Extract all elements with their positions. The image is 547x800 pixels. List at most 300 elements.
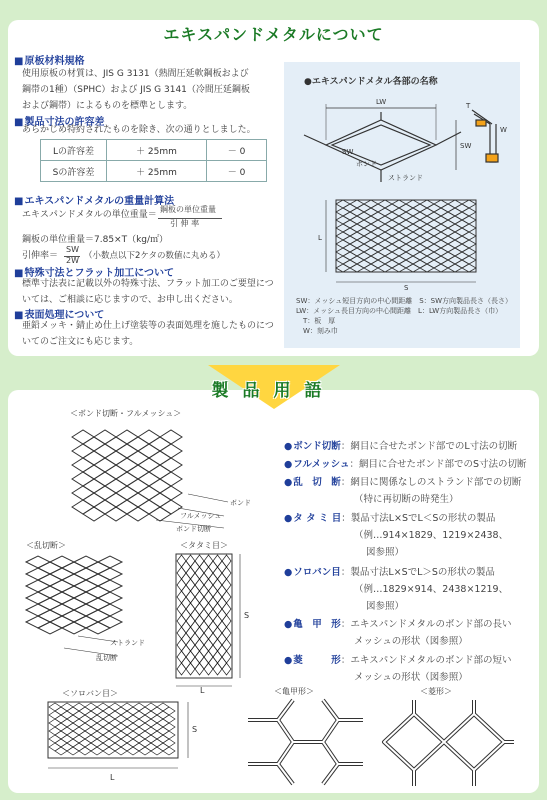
mesh-cell <box>94 458 116 472</box>
fig-kikko-title: ＜亀甲形＞ <box>274 687 314 696</box>
mesh-cell <box>94 486 116 500</box>
tolerance-minus: － 0 <box>207 161 267 182</box>
mesh-cell <box>420 216 434 224</box>
tolerance-minus: － 0 <box>207 140 267 161</box>
mesh-cell <box>420 232 434 240</box>
mesh-cell <box>420 240 434 248</box>
mesh-cell <box>72 444 94 458</box>
mesh-cell <box>413 252 427 260</box>
mesh-cell <box>62 610 86 622</box>
mesh-cell <box>364 264 378 272</box>
mesh-cell <box>392 208 406 216</box>
term-name: ● ソロバン目 <box>284 564 341 581</box>
legend-line: W：刻み巾 <box>296 327 338 335</box>
mesh-cell <box>62 586 86 598</box>
mesh-cell <box>441 204 455 212</box>
mesh-cell <box>399 252 413 260</box>
mesh-cell <box>86 574 110 586</box>
mesh-cell <box>448 248 462 256</box>
mesh-cell <box>94 472 116 486</box>
mesh-cell <box>371 204 385 212</box>
mesh-cell <box>392 224 406 232</box>
mesh-cell <box>336 200 350 208</box>
mesh-cell <box>392 256 406 264</box>
surface-line-1: 亜鉛メッキ・錆止め仕上げ塗装等の表面処理を施したものにつ <box>22 321 274 331</box>
legend-line: SW：メッシュ短目方向の中心間距離 S：SW方向製品長さ（長さ） <box>296 297 513 305</box>
mesh-cell <box>434 224 448 232</box>
mesh-cell <box>448 240 462 248</box>
term-sep: ： <box>341 513 351 524</box>
mesh-cell <box>62 598 86 610</box>
mesh-cell <box>138 458 160 472</box>
label-w: W <box>500 126 507 134</box>
term-sep: ： <box>340 619 351 630</box>
tolerance-plus: ＋ 25mm <box>107 161 207 182</box>
mesh-cell <box>50 580 74 592</box>
mesh-cell <box>364 232 378 240</box>
mesh-cell <box>74 604 98 616</box>
mesh-cell <box>427 260 441 268</box>
mesh-cell <box>357 236 371 244</box>
mesh-cell <box>427 220 441 228</box>
term-tatami <box>284 510 495 527</box>
ratio-numerator: SW <box>66 245 79 254</box>
mesh-cell <box>127 507 149 521</box>
mesh-cell <box>160 500 182 514</box>
mesh-cell <box>455 204 469 212</box>
mesh-cell <box>160 486 182 500</box>
caption-strand: ストランド <box>110 639 145 647</box>
fig-soroban <box>46 700 206 784</box>
mesh-cell <box>371 228 385 236</box>
label-lw: LW <box>376 98 387 106</box>
mesh-cell <box>83 437 105 451</box>
term-sep: ： <box>349 459 359 470</box>
mesh-cell <box>74 580 98 592</box>
term-desc: 製品寸法L×SでL＞Sの形状の製品 <box>350 567 495 578</box>
tolerance-heading: ■ 製品寸法の許容差 <box>14 113 104 128</box>
term-desc-cont: （例…1829×914、2438×1219、 <box>354 584 509 595</box>
mesh-cell <box>448 216 462 224</box>
mesh-cell <box>406 208 420 216</box>
mesh-cell <box>336 208 350 216</box>
mesh-cell <box>441 220 455 228</box>
caption-random-cut: 乱切断 <box>96 654 117 662</box>
mesh-cell <box>448 256 462 264</box>
mesh-cell <box>448 264 462 272</box>
tolerance-table <box>40 139 267 182</box>
mesh-cell <box>343 244 357 252</box>
mesh-cell <box>94 444 116 458</box>
mesh-cell <box>38 598 62 610</box>
term-name: ● フルメッシュ <box>284 456 349 473</box>
mesh-cell <box>399 220 413 228</box>
mesh-cell <box>448 232 462 240</box>
mesh-cell <box>364 240 378 248</box>
mesh-cell <box>385 212 399 220</box>
mesh-cell <box>434 200 448 208</box>
mesh-cell <box>385 244 399 252</box>
label-sw-inner: SW <box>342 148 354 156</box>
mesh-cell <box>94 500 116 514</box>
tolerance-label: Sの許容差 <box>41 161 107 182</box>
mesh-cell <box>138 444 160 458</box>
mesh-cell <box>455 220 469 228</box>
mesh-cell <box>98 580 122 592</box>
mesh-cell <box>441 260 455 268</box>
mesh-cell <box>50 556 74 568</box>
material-line-3: および鋼帯）によるものを標準とします。 <box>22 101 193 111</box>
mesh-cell <box>138 430 160 444</box>
mesh-cell <box>371 220 385 228</box>
mesh-cell <box>72 430 94 444</box>
caption-full-mesh: フルメッシュ <box>180 512 222 520</box>
mesh-cell <box>441 244 455 252</box>
mesh-cell <box>420 264 434 272</box>
term-kikko <box>284 616 512 633</box>
mesh-cell <box>336 264 350 272</box>
ratio-note: （小数点以下2ケタの数値に丸める） <box>84 251 225 261</box>
term-desc: 網目に合せたボンド部でのL寸法の切断 <box>350 441 518 452</box>
mesh-cell <box>336 240 350 248</box>
tatami-l: L <box>200 686 205 695</box>
mesh-cell <box>105 437 127 451</box>
mesh-cell <box>378 240 392 248</box>
mesh-cell <box>406 248 420 256</box>
mesh-cell <box>413 220 427 228</box>
fig-random-cut <box>22 552 172 672</box>
mesh-cell <box>105 507 127 521</box>
mesh-cell <box>72 500 94 514</box>
mesh-cell <box>74 568 98 580</box>
mesh-cell <box>399 260 413 268</box>
mesh-cell <box>86 598 110 610</box>
mesh-cell <box>427 228 441 236</box>
material-line-1: 使用原板の材質は、JIS G 3131（熱間圧延軟鋼板および <box>22 69 249 79</box>
mesh-cell <box>83 507 105 521</box>
term-desc-cont: （例…914×1829、1219×2438、 <box>354 530 509 541</box>
mesh-cell <box>378 216 392 224</box>
mesh-cell <box>98 556 122 568</box>
mesh-cell <box>149 507 171 521</box>
surface-line-2: いてのご注文にも応じます。 <box>22 337 139 347</box>
mesh-cell <box>420 200 434 208</box>
mesh-cell <box>94 430 116 444</box>
term-sep: ： <box>340 441 351 452</box>
mesh-cell <box>378 248 392 256</box>
mesh-cell <box>343 236 357 244</box>
special-heading: ■ 特殊寸法とフラット加工について <box>14 264 174 279</box>
mesh-cell <box>357 220 371 228</box>
mesh-cell <box>116 458 138 472</box>
mesh-cell <box>399 228 413 236</box>
term-desc: エキスパンドメタルのボンド部の長い <box>350 619 512 630</box>
mesh-cell <box>434 216 448 224</box>
mesh-cell <box>406 224 420 232</box>
mesh-cell <box>462 240 476 248</box>
mesh-cell <box>83 465 105 479</box>
mesh-cell <box>364 200 378 208</box>
mesh-cell <box>357 260 371 268</box>
mesh-cell <box>406 200 420 208</box>
mesh-cell <box>406 232 420 240</box>
mesh-cell <box>441 228 455 236</box>
mesh-cell <box>26 568 50 580</box>
term-sep: ： <box>340 477 351 488</box>
mesh-cell <box>38 562 62 574</box>
mesh-cell <box>98 592 122 604</box>
steel-weight: 鋼板の単位重量＝7.85×T（kg/㎡） <box>22 235 169 245</box>
mesh-cell <box>406 216 420 224</box>
mesh-cell <box>350 240 364 248</box>
fig-bond-cut-title: ＜ボンド切断・フルメッシュ＞ <box>70 409 182 418</box>
mesh-cell <box>350 248 364 256</box>
mesh-cell <box>413 204 427 212</box>
mesh-cell <box>98 604 122 616</box>
mesh-cell <box>392 248 406 256</box>
mesh-cell <box>62 562 86 574</box>
term-name: ● 菱 形 <box>284 652 341 669</box>
mesh-cell <box>38 622 62 634</box>
mesh-cell <box>462 232 476 240</box>
mesh-cell <box>50 604 74 616</box>
mesh-cell <box>364 248 378 256</box>
fig-hishi <box>384 700 514 786</box>
fig-tatami-title: ＜タタミ目＞ <box>180 541 228 550</box>
mesh-cell <box>413 244 427 252</box>
mesh-cell <box>392 240 406 248</box>
mesh-cell <box>350 208 364 216</box>
term-name: ● 亀 甲 形 <box>284 616 341 633</box>
weight-formula-denominator: 引 伸 率 <box>170 219 200 228</box>
mesh-cell <box>371 244 385 252</box>
mesh-cell <box>378 232 392 240</box>
mesh-cell <box>385 260 399 268</box>
ratio-label: 引伸率＝ <box>22 251 59 261</box>
mesh-cell <box>50 592 74 604</box>
mesh-cell <box>74 556 98 568</box>
mesh-cell <box>72 458 94 472</box>
mesh-cell <box>38 586 62 598</box>
mesh-cell <box>420 208 434 216</box>
mesh-cell <box>392 200 406 208</box>
term-hishi <box>284 652 512 669</box>
mesh-cell <box>406 264 420 272</box>
mesh-cell <box>399 236 413 244</box>
mesh-cell <box>160 472 182 486</box>
caption-bond: ボンド <box>230 499 251 507</box>
mesh-cell <box>149 465 171 479</box>
mesh-cell <box>26 616 50 628</box>
mesh-cell <box>138 500 160 514</box>
parts-diagram <box>296 90 516 290</box>
caption-bond-cut: ボンド切断 <box>176 525 211 533</box>
special-line-1: 標準寸法表に記載以外の特殊寸法、フラット加工のご要望につ <box>22 279 274 289</box>
material-line-2: 鋼帯の1種）（SPHC）および JIS G 3141（冷間圧延鋼板 <box>22 85 250 95</box>
table-row <box>41 140 267 161</box>
mesh-cell <box>378 256 392 264</box>
term-desc-cont: 図参照） <box>366 547 405 558</box>
mesh-cell <box>462 200 476 208</box>
banner-title-terms: 製品用語 <box>211 381 336 401</box>
ratio-denominator: 2W <box>66 256 79 265</box>
term-desc-cont: 図参照） <box>366 601 405 612</box>
mesh-cell <box>86 562 110 574</box>
mesh-cell <box>62 622 86 634</box>
mesh-cell <box>413 212 427 220</box>
label-t: T <box>466 102 471 110</box>
tolerance-label: Lの許容差 <box>41 140 107 161</box>
label-l: L <box>318 234 322 242</box>
mesh-cell <box>105 451 127 465</box>
mesh-cell <box>127 479 149 493</box>
mesh-cell <box>371 260 385 268</box>
mesh-cell <box>434 208 448 216</box>
mesh-cell <box>62 574 86 586</box>
mesh-cell <box>105 465 127 479</box>
mesh-cell <box>462 256 476 264</box>
mesh-cell <box>350 264 364 272</box>
mesh-cell <box>50 568 74 580</box>
term-desc: 網目に合せたボンド部でのS寸法の切断 <box>358 459 527 470</box>
mesh-cell <box>160 458 182 472</box>
mesh-cell <box>138 472 160 486</box>
fig-bond-cut <box>68 424 258 534</box>
legend-line: LW：メッシュ長目方向の中心間距離 L：LW方向製品長さ（巾） <box>296 307 503 315</box>
mesh-cell <box>385 220 399 228</box>
mesh-cell <box>413 260 427 268</box>
mesh-cell <box>392 216 406 224</box>
special-line-2: いては、ご相談に応じますので、お申し出ください。 <box>22 295 238 305</box>
mesh-cell <box>427 252 441 260</box>
term-desc: エキスパンドメタルのボンド部の短い <box>350 655 512 666</box>
weight-formula-left: エキスパンドメタルの単位重量＝ <box>22 210 157 220</box>
mesh-cell <box>26 580 50 592</box>
mesh-cell <box>434 264 448 272</box>
term-bond-cut <box>284 438 517 455</box>
mesh-cell <box>336 248 350 256</box>
mesh-cell <box>378 208 392 216</box>
mesh-cell <box>385 204 399 212</box>
mesh-cell <box>149 437 171 451</box>
mesh-cell <box>357 212 371 220</box>
term-desc: 製品寸法L×SでL＜Sの形状の製品 <box>350 513 496 524</box>
mesh-cell <box>160 430 182 444</box>
mesh-cell <box>462 224 476 232</box>
mesh-cell <box>357 204 371 212</box>
mesh-cell <box>350 200 364 208</box>
mesh-cell <box>441 212 455 220</box>
mesh-cell <box>116 472 138 486</box>
mesh-cell <box>448 208 462 216</box>
mesh-cell <box>98 616 122 628</box>
mesh-cell <box>399 204 413 212</box>
fig-kikko <box>238 700 368 786</box>
mesh-cell <box>441 236 455 244</box>
label-bond: ボンド <box>356 160 377 168</box>
legend-line: T：板 厚 <box>296 317 336 325</box>
mesh-cell <box>350 216 364 224</box>
mesh-cell <box>434 248 448 256</box>
mesh-cell <box>448 200 462 208</box>
term-name: ● タ タ ミ 目 <box>284 510 341 527</box>
mesh-cell <box>364 216 378 224</box>
mesh-cell <box>399 212 413 220</box>
mesh-cell <box>116 444 138 458</box>
fig-random-cut-title: ＜乱切断＞ <box>26 541 66 550</box>
mesh-cell <box>357 252 371 260</box>
mesh-cell <box>74 592 98 604</box>
mesh-cell <box>343 260 357 268</box>
term-soroban <box>284 564 495 581</box>
mesh-cell <box>385 236 399 244</box>
mesh-cell <box>364 224 378 232</box>
mesh-cell <box>350 256 364 264</box>
mesh-cell <box>420 256 434 264</box>
term-name: ● ボンド切断 <box>284 438 341 455</box>
parts-legend <box>296 296 512 336</box>
soroban-s: S <box>192 725 198 734</box>
mesh-cell <box>98 568 122 580</box>
mesh-cell <box>392 232 406 240</box>
mesh-cell <box>343 220 357 228</box>
mesh-cell <box>441 252 455 260</box>
mesh-cell <box>385 252 399 260</box>
term-desc-cont: メッシュの形状（図参照） <box>354 636 468 647</box>
mesh-cell <box>434 232 448 240</box>
mesh-cell <box>86 622 110 634</box>
surface-heading: ■ 表面処理について <box>14 306 104 321</box>
mesh-cell <box>127 493 149 507</box>
mesh-cell <box>86 586 110 598</box>
term-sep: ： <box>340 567 351 578</box>
mesh-cell <box>149 493 171 507</box>
mesh-cell <box>420 248 434 256</box>
mesh-cell <box>343 212 357 220</box>
mesh-cell <box>74 616 98 628</box>
mesh-cell <box>427 244 441 252</box>
mesh-cell <box>72 472 94 486</box>
mesh-cell <box>455 228 469 236</box>
mesh-cell <box>427 212 441 220</box>
mesh-cell <box>116 486 138 500</box>
mesh-cell <box>72 486 94 500</box>
mesh-cell <box>116 500 138 514</box>
weight-formula-numerator: 鋼板の単位重量 <box>160 205 216 214</box>
term-name: ● 乱 切 断 <box>284 474 341 491</box>
term-full-mesh <box>284 456 527 473</box>
mesh-cell <box>343 228 357 236</box>
mesh-cell <box>160 444 182 458</box>
mesh-cell <box>336 256 350 264</box>
label-sw: SW <box>460 142 472 150</box>
mesh-cell <box>455 244 469 252</box>
mesh-cell <box>26 556 50 568</box>
mesh-cell <box>105 493 127 507</box>
mesh-cell <box>105 479 127 493</box>
mesh-cell <box>336 216 350 224</box>
mesh-cell <box>413 236 427 244</box>
mesh-cell <box>336 224 350 232</box>
mesh-cell <box>462 216 476 224</box>
mesh-cell <box>138 486 160 500</box>
mesh-cell <box>462 264 476 272</box>
mesh-cell <box>399 244 413 252</box>
mesh-cell <box>50 616 74 628</box>
weight-heading: ■ エキスパンドメタルの重量計算法 <box>14 192 174 207</box>
term-desc-cont: （特に再切断の時発生） <box>354 494 459 505</box>
tolerance-plus: ＋ 25mm <box>107 140 207 161</box>
